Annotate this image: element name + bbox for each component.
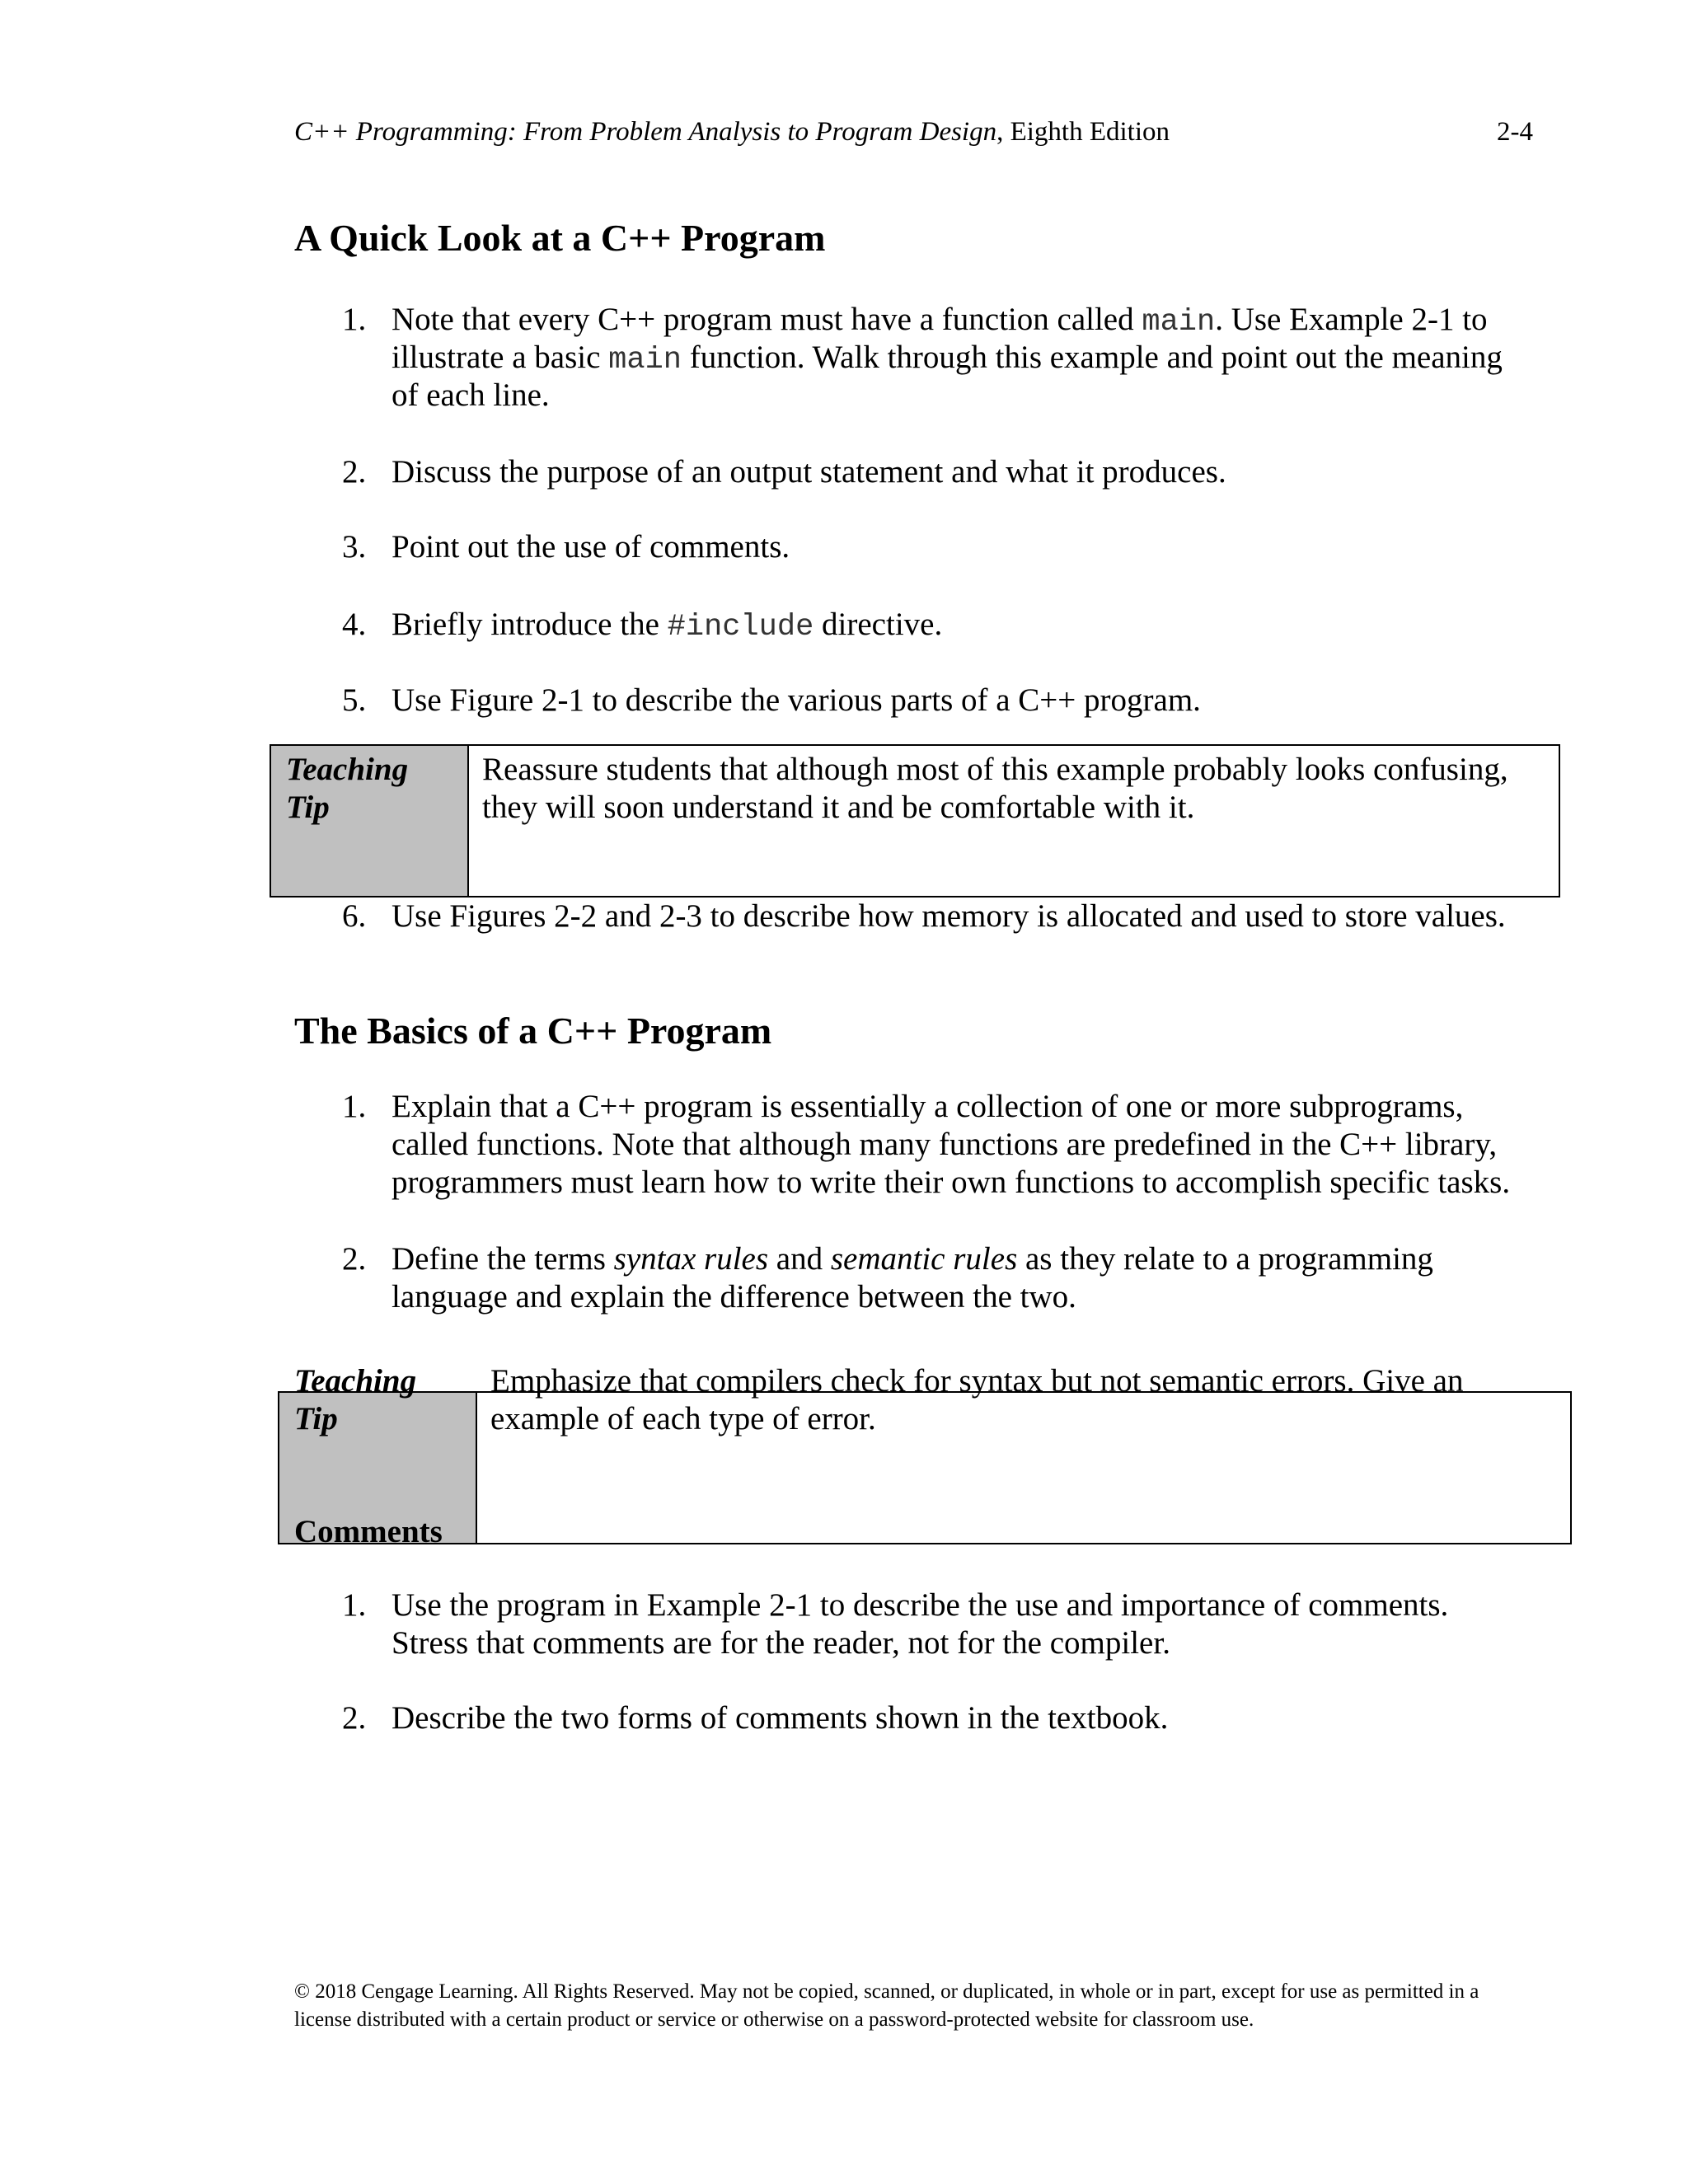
teaching-tip-text: they will soon understand it and be comfortable with it. — [482, 790, 1195, 825]
term-syntax-rules: syntax rules — [613, 1241, 769, 1277]
list-item-text: Describe the two forms of comments shown in the textbook. — [392, 1700, 1169, 1736]
code-main: main — [608, 343, 682, 377]
teaching-tip-box — [278, 1391, 1572, 1544]
list-item-line: Use the program in Example 2-1 to describe the use and importance of comments. — [392, 1587, 1449, 1623]
list-number: 1. — [342, 1587, 367, 1623]
section-heading-quick-look: A Quick Look at a C++ Program — [294, 217, 826, 259]
code-main: main — [1142, 305, 1216, 340]
copyright-footer — [294, 1978, 1479, 2034]
list-item-line: of each line. — [392, 377, 550, 413]
teaching-tip-text: Emphasize that compilers check for syntax but not semantic errors. Give an — [490, 1363, 1464, 1399]
list-item-text: Point out the use of comments. — [392, 529, 790, 565]
page-number: 2-4 — [1497, 117, 1533, 147]
running-header-title — [294, 117, 1170, 148]
list-item-line: Note that every C++ program must have a function called main. Use Example 2-1 to — [392, 302, 1488, 340]
list-number: 3. — [342, 529, 367, 565]
list-number: 2. — [342, 454, 367, 490]
teaching-tip-label: Teaching — [286, 752, 409, 787]
edition-label: , Eighth Edition — [996, 117, 1170, 147]
list-number: 2. — [342, 1241, 367, 1277]
section-heading-basics: The Basics of a C++ Program — [294, 1010, 772, 1052]
list-number: 1. — [342, 302, 367, 337]
term-semantic-rules: semantic rules — [830, 1241, 1018, 1277]
teaching-tip-label: Tip — [294, 1401, 338, 1436]
list-number: 5. — [342, 682, 367, 718]
copyright-line: license distributed with a certain product or service or otherwise on a password-protected website for classroom use. — [294, 2008, 1254, 2031]
list-item-line: language and explain the difference between the two. — [392, 1279, 1076, 1315]
teaching-tip-text: example of each type of error. — [490, 1401, 876, 1436]
list-item-text: Use Figures 2-2 and 2-3 to describe how memory is allocated and used to store values. — [392, 898, 1506, 934]
teaching-tip-label: Tip — [286, 790, 330, 825]
list-item-text: Use Figure 2-1 to describe the various parts of a C++ program. — [392, 682, 1201, 718]
teaching-tip-box — [270, 744, 1560, 898]
section-heading-comments: Comments — [294, 1514, 443, 1549]
list-number: 1. — [342, 1089, 367, 1124]
teaching-tip-text: Reassure students that although most of this example probably looks confusing, — [482, 752, 1508, 787]
teaching-tip-label-cell — [271, 746, 469, 896]
copyright-line: © 2018 Cengage Learning. All Rights Reserved. May not be copied, scanned, or duplicated, in whole or in part, except for use as permitted in a — [294, 1980, 1479, 2003]
list-item-text: Briefly introduce the #include directive. — [392, 607, 943, 644]
list-item-line: Define the terms syntax rules and semantic rules as they relate to a programming — [392, 1241, 1433, 1277]
list-item-line: called functions. Note that although many functions are predefined in the C++ library, — [392, 1127, 1498, 1162]
list-item-line: programmers must learn how to write their own functions to accomplish specific tasks. — [392, 1165, 1511, 1200]
list-number: 2. — [342, 1700, 367, 1736]
list-number: 4. — [342, 607, 367, 642]
list-item-line: Stress that comments are for the reader, not for the compiler. — [392, 1625, 1170, 1661]
code-include: #include — [667, 610, 814, 644]
list-number: 6. — [342, 898, 367, 934]
book-title: C++ Programming: From Problem Analysis to Program Design — [294, 117, 997, 147]
teaching-tip-label: Teaching — [294, 1363, 417, 1399]
list-item-line: Explain that a C++ program is essentially a collection of one or more subprograms, — [392, 1089, 1464, 1124]
list-item-line: illustrate a basic main function. Walk through this example and point out the meaning — [392, 340, 1503, 377]
list-item-text: Discuss the purpose of an output statement and what it produces. — [392, 454, 1226, 490]
